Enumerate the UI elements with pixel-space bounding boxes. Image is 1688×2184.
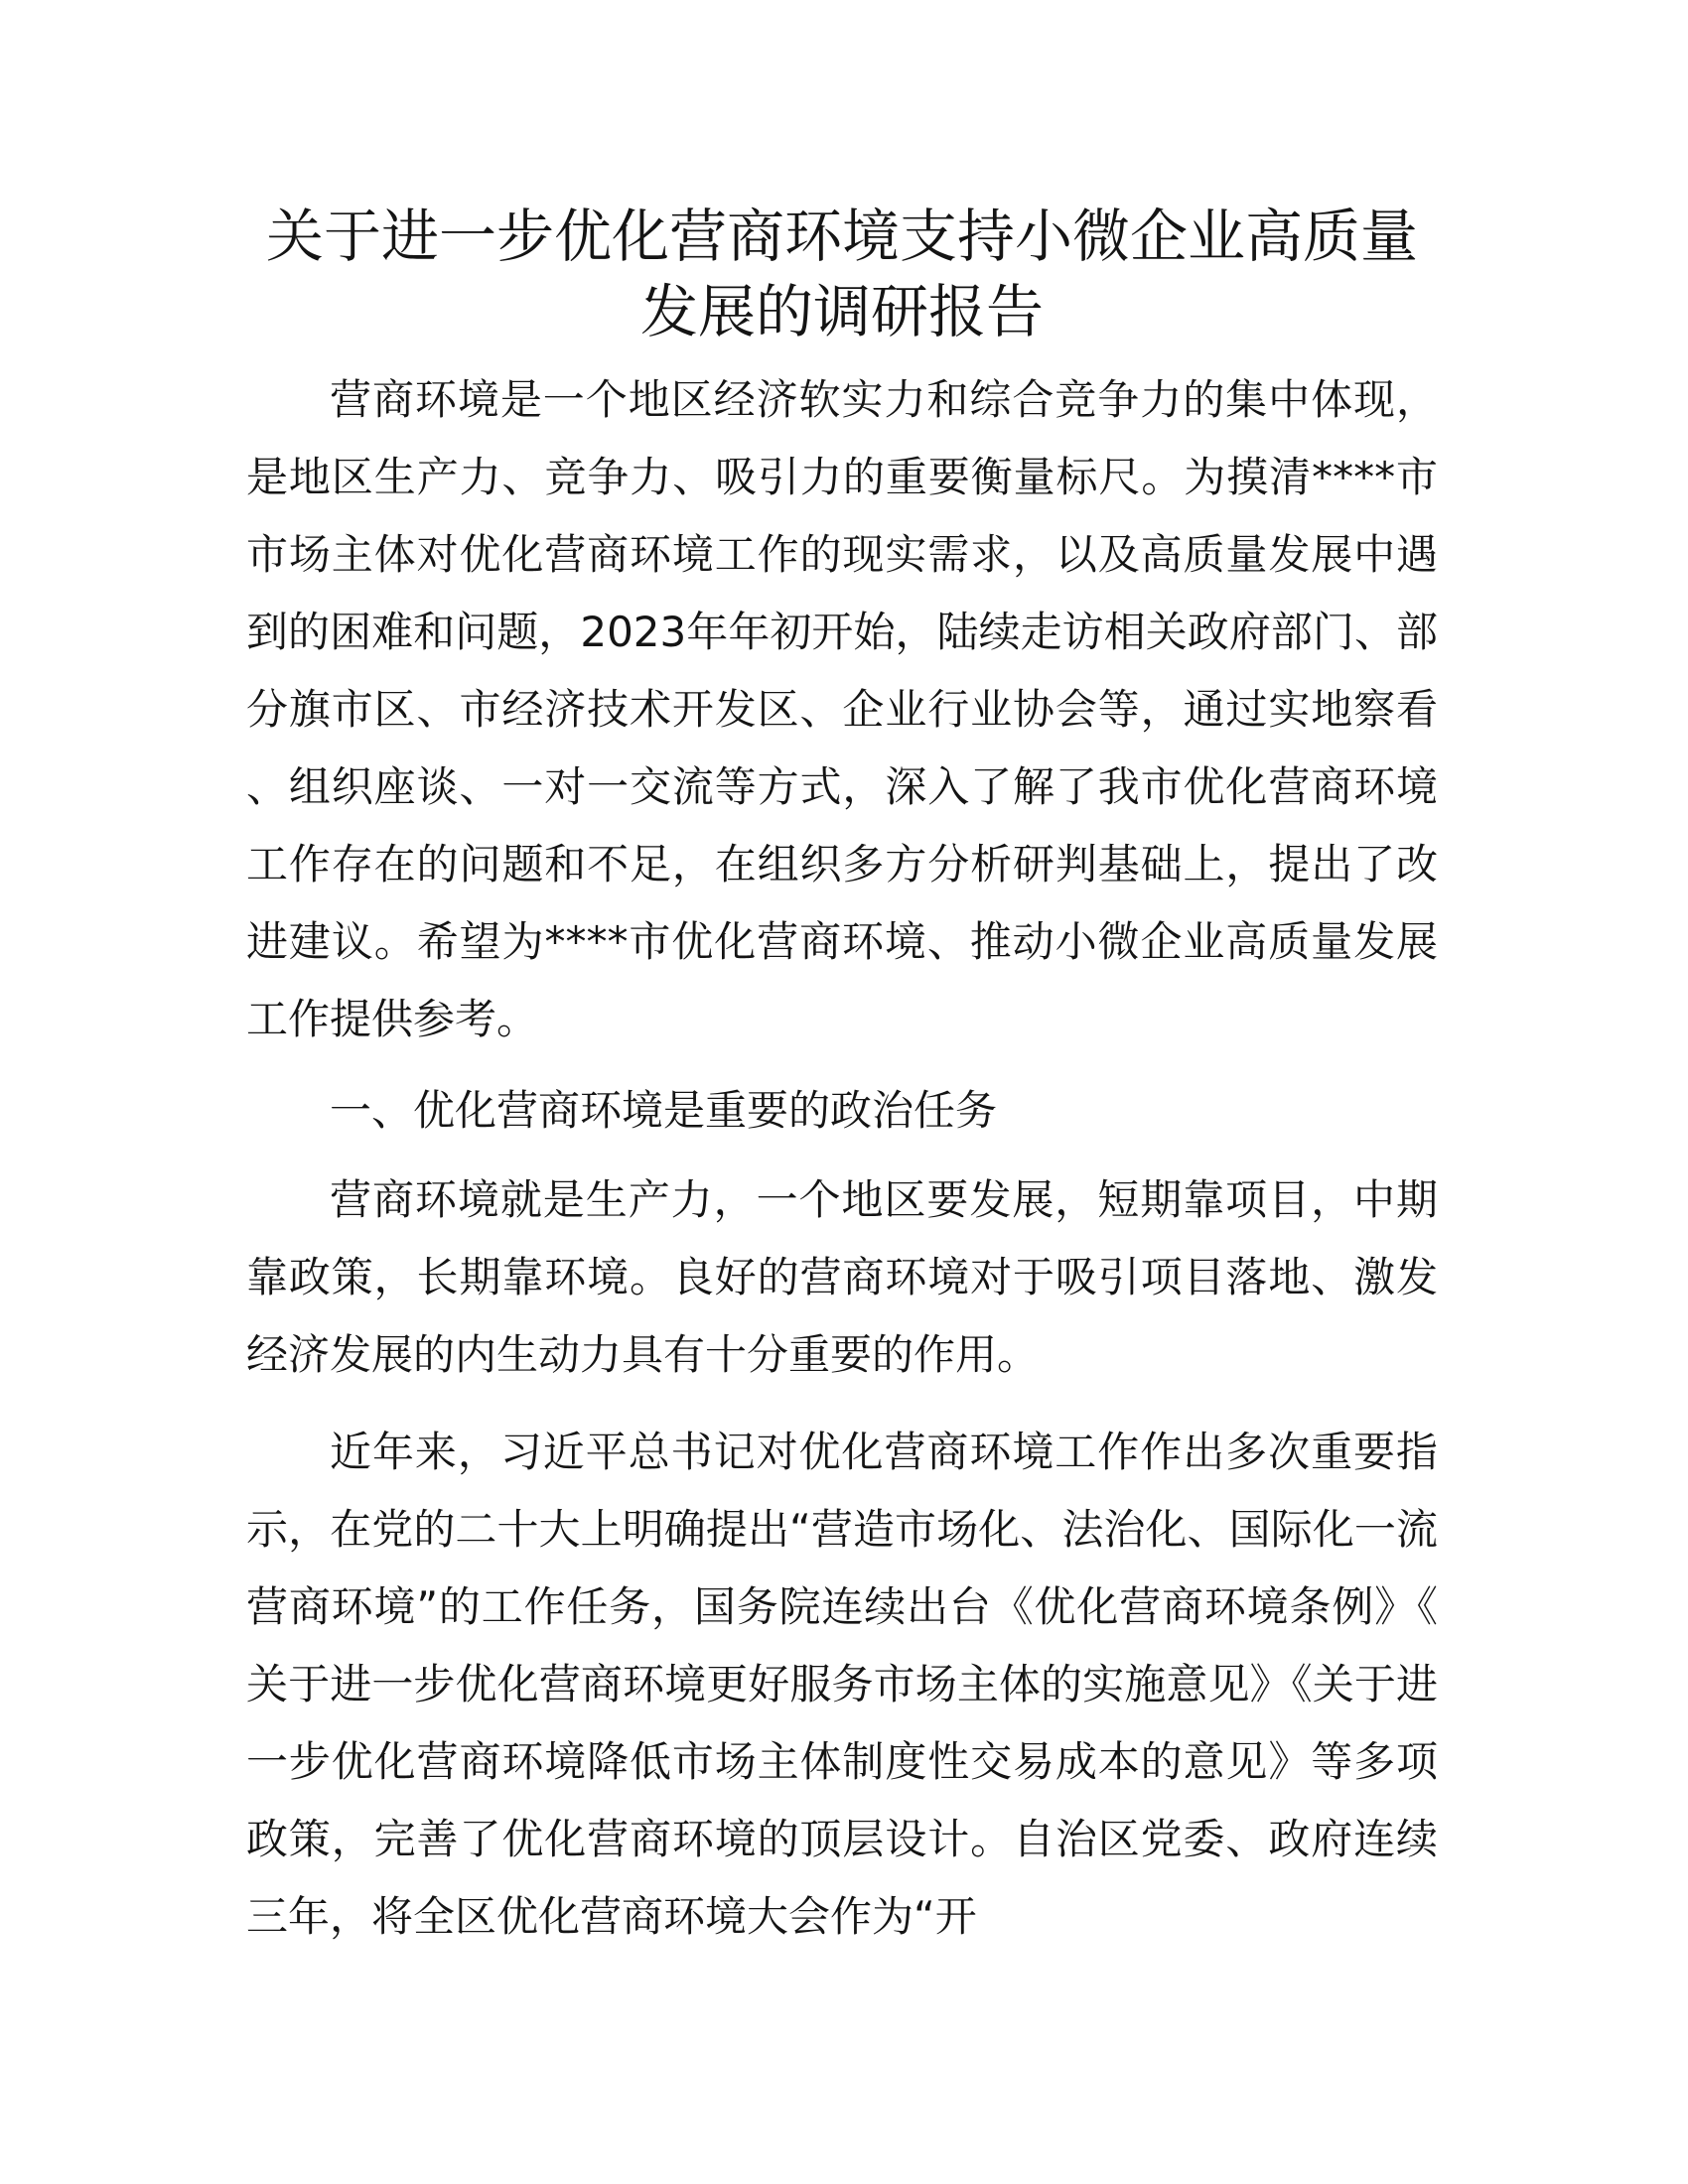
intro-paragraph: 营商环境是一个地区经济软实力和综合竞争力的集中体现，是地区生产力、竞争力、吸引力的重要衡量标尺。为摸清****市市场主体对优化营商环境工作的现实需求，以及高质量发展中遇到的困难和问题，2023年年初开始，陆续走访相关政府部门、部分旗市区、市经济技术开发区、企业行业协会等，通过实地察看、组织座谈、一对一交流等方式，深入了解了我市优化营商环境工作存在的问题和不足，在组织多方分析研判基础上，提出了改进建议。希望为****市优化营商环境、推动小微企业高质量发展工作提供参考。 (246, 375, 1438, 1043)
title-line-2: 发展的调研报告 (639, 278, 1044, 345)
title-line-1: 关于进一步优化营商环境支持小微企业高质量 (265, 203, 1418, 270)
document-page (246, 199, 1438, 1956)
document-body (246, 361, 1438, 1956)
document-title (246, 199, 1438, 349)
body-paragraph-2: 营商环境就是生产力，一个地区要发展，短期靠项目，中期靠政策，长期靠环境。良好的营商环境对于吸引项目落地、激发经济发展的内生动力具有十分重要的作用。 (246, 1175, 1438, 1379)
body-paragraph-3: 近年来，习近平总书记对优化营商环境工作作出多次重要指示，在党的二十大上明确提出“营造市场化、法治化、国际化一流营商环境”的工作任务，国务院连续出台《优化营商环境条例》《关于进一步优化营商环境更好服务市场主体的实施意见》《关于进一步优化营商环境降低市场主体制度性交易成本的意见》等多项政策，完善了优化营商环境的顶层设计。自治区党委、政府连续三年，将全区优化营商环境大会作为“开 (246, 1428, 1438, 1941)
section-heading-1: 一、优化营商环境是重要的政治任务 (330, 1086, 998, 1135)
